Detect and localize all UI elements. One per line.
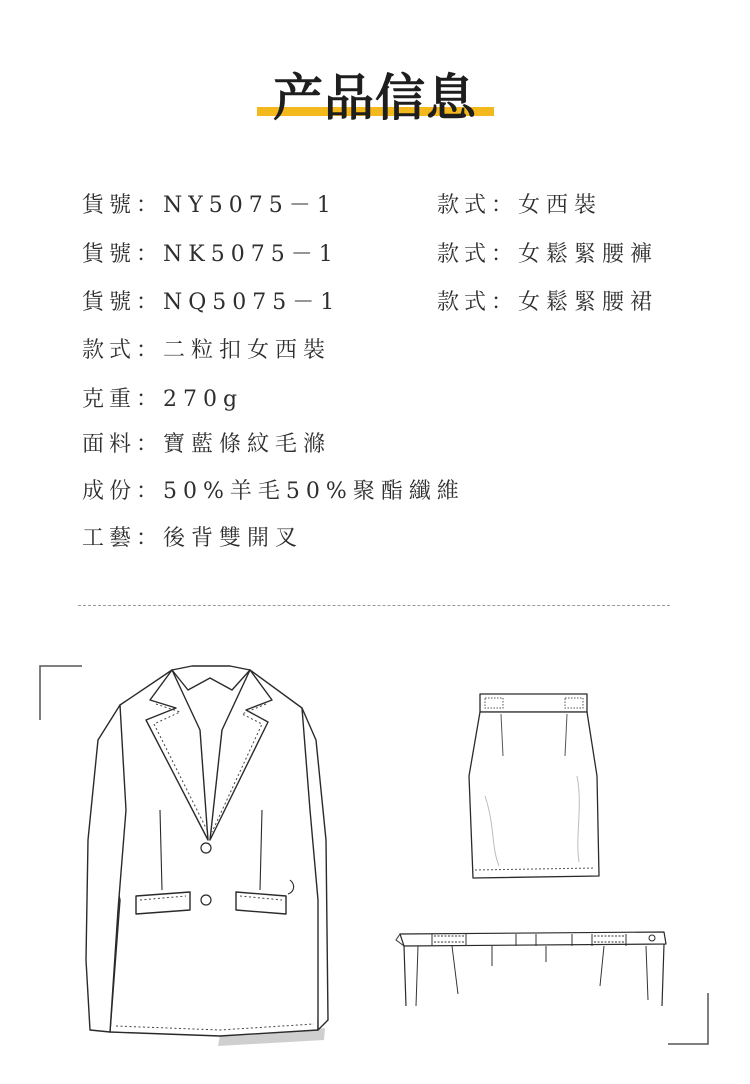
spec-value: 二粒扣女西裝 (163, 338, 332, 363)
spec-label: 貨號： (82, 290, 164, 315)
jacket-button-bottom (201, 895, 211, 905)
spec-value: NK5075－1 (163, 242, 339, 267)
page-title: 产品信息 (273, 69, 477, 127)
spec-value: NY5075－1 (163, 193, 337, 218)
spec-label: 面料： (82, 432, 164, 457)
spec-label: 貨號： (82, 242, 164, 267)
spec-label: 款式： (437, 290, 519, 315)
spec-value: 50%羊毛50%聚酯纖維 (163, 479, 465, 504)
spec-label: 貨號： (82, 193, 164, 218)
spec-label: 款式： (82, 338, 164, 363)
spec-value: NQ5075－1 (163, 290, 341, 315)
spec-label: 成份： (82, 479, 164, 504)
spec-value: 女西裝 (518, 193, 603, 218)
skirt-illustration (465, 686, 605, 882)
spec-value: 寶藍條紋毛滌 (163, 432, 332, 457)
spec-label: 工藝： (82, 526, 164, 551)
spec-label: 款式： (437, 193, 519, 218)
trousers-illustration (396, 926, 672, 1016)
spec-value: 270g (163, 387, 244, 412)
spec-label: 克重： (82, 387, 164, 412)
spec-value: 女鬆緊腰褲 (518, 242, 659, 267)
jacket-illustration (80, 660, 340, 1050)
spec-value: 後背雙開叉 (163, 526, 304, 551)
spec-label: 款式： (437, 242, 519, 267)
spec-value: 女鬆緊腰裙 (518, 290, 659, 315)
jacket-button-top (201, 843, 211, 853)
